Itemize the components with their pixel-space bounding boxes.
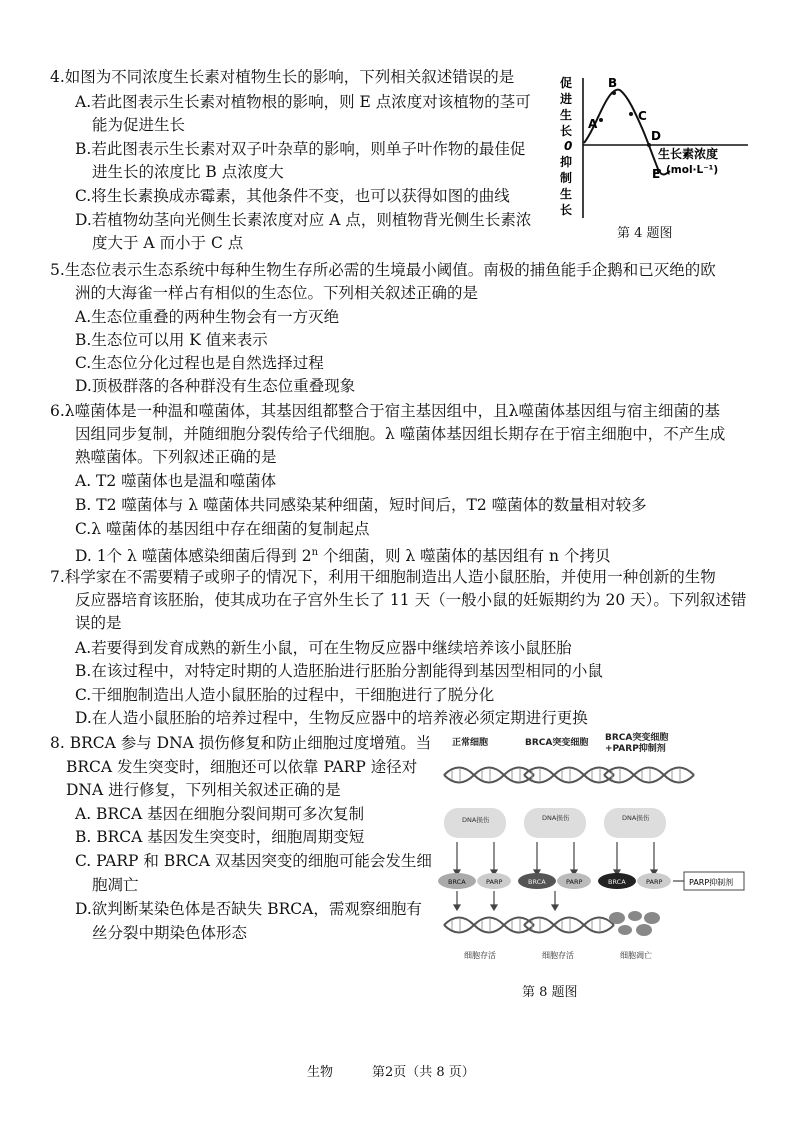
parp-label: PARP — [486, 878, 503, 886]
point-b — [612, 91, 616, 95]
footer-subject: 生物 — [307, 1065, 334, 1080]
q4-option-a-line2: 能为促进生长 — [92, 116, 186, 134]
y-label-char: 促 — [560, 76, 573, 90]
col-header-mutant: BRCA突变细胞 — [525, 738, 589, 748]
label-a: A — [588, 117, 598, 131]
parp-label: PARP — [646, 878, 663, 886]
q5-option-c: C.生态位分化过程也是自然选择过程 — [75, 354, 324, 372]
q5-stem-line2: 洲的大海雀一样占有相似的生态位。下列相关叙述正确的是 — [75, 284, 479, 302]
q7-option-b: B.在该过程中，对特定时期的人造胚胎进行胚胎分割能得到基因型相同的小鼠 — [75, 662, 603, 680]
y-label-char: 长 — [560, 203, 573, 217]
dna-damage-label: DNA损伤 — [542, 814, 570, 822]
col-header-mutant-inhibitor: BRCA突变细胞 — [605, 733, 669, 743]
q6-stem-line1: 6.λ噬菌体是一种温和噬菌体，其基因组都整合于宿主基因组中，且λ噬菌体基因组与宿主细菌的基 — [50, 402, 720, 420]
col-header-mutant-inhibitor-2: +PARP抑制剂 — [605, 744, 666, 754]
q4-option-d-line2: 度大于 A 而小于 C 点 — [92, 234, 244, 252]
q8-stem-line2: BRCA 发生突变时，细胞还可以依靠 PARP 途径对 — [66, 758, 418, 776]
q4-figure-caption: 第 4 题图 — [617, 226, 673, 241]
q8-option-a: A. BRCA 基因在细胞分裂间期可多次复制 — [75, 805, 365, 823]
q8-option-b: B. BRCA 基因发生突变时，细胞周期变短 — [75, 828, 365, 846]
damaged-dna-mutant — [524, 808, 586, 838]
q7-stem-line3: 误的是 — [75, 614, 122, 632]
q7-stem-line2: 反应器培育该胚胎，使其成功在子宫外生长了 11 天（一般小鼠的妊娠期约为 20 天）。下列叙述错 — [75, 591, 747, 609]
q4-figure-growth-curve — [558, 70, 758, 220]
brca-label: BRCA — [608, 878, 626, 886]
y-label-char: 生 — [560, 108, 573, 122]
q5-stem-line1: 5.生态位表示生态系统中每种生物生存所必需的生境最小阈值。南极的捕鱼能手企鹅和已灭绝的欧 — [50, 261, 716, 279]
q8-option-d-line1: D.欲判断某染色体是否缺失 BRCA，需观察细胞有 — [75, 900, 422, 918]
q4-option-d-line1: D.若植物幼茎向光侧生长素浓度对应 A 点，则植物背光侧生长素浓 — [75, 211, 532, 229]
parp-label: PARP — [566, 878, 583, 886]
q4-stem: 4.如图为不同浓度生长素对植物生长的影响，下列相关叙述错误的是 — [50, 68, 515, 86]
q4-option-a-line1: A.若此图表示生长素对植物根的影响，则 E 点浓度对该植物的茎可 — [75, 93, 531, 111]
q5-option-b: B.生态位可以用 K 值来表示 — [75, 331, 268, 349]
footer-page-number: 第2页（共 8 页） — [372, 1065, 475, 1080]
q8-option-c-line2: 胞凋亡 — [92, 876, 139, 894]
col-header-normal: 正常细胞 — [452, 738, 489, 748]
y-label-char: 制 — [560, 171, 573, 185]
q6-stem-line3: 熟噬菌体。下列叙述正确的是 — [75, 448, 277, 466]
x-axis-label: 生长素浓度 — [658, 147, 719, 161]
y-label-char: 生 — [560, 187, 573, 201]
outcome-death: 细胞凋亡 — [620, 951, 652, 960]
point-d — [647, 143, 651, 147]
dna-damage-label: DNA损伤 — [622, 814, 650, 822]
dna-damage-label: DNA损伤 — [462, 816, 490, 824]
q4-option-b-line1: B.若此图表示生长素对双子叶杂草的影响，则单子叶作物的最佳促 — [75, 140, 526, 158]
y-label-char: 进 — [560, 92, 573, 106]
q7-option-a: A.若要得到发育成熟的新生小鼠，可在生物反应器中继续培养该小鼠胚胎 — [75, 639, 572, 657]
label-e: E — [652, 167, 661, 181]
q8-stem-line3: DNA 进行修复，下列相关叙述正确的是 — [66, 781, 341, 799]
parp-inhibitor-label: PARP抑制剂 — [689, 878, 734, 887]
q7-option-d: D.在人造小鼠胚胎的培养过程中，生物反应器中的培养液必须定期进行更换 — [75, 709, 588, 727]
origin-zero: 0 — [564, 139, 573, 153]
q6-option-d: D. 1个 λ 噬菌体感染细菌后得到 2$^n$ 个细菌，则 λ 噬菌体的基因组有 n 个拷贝 — [75, 547, 611, 566]
q5-option-d: D.顶极群落的各种群没有生态位重叠现象 — [75, 377, 356, 395]
q4-option-c: C.将生长素换成赤霉素，其他条件不变，也可以获得如图的曲线 — [75, 187, 510, 205]
q5-option-a: A.生态位重叠的两种生物会有一方灭绝 — [75, 308, 340, 326]
q4-option-b-line2: 进生长的浓度比 B 点浓度大 — [92, 163, 284, 181]
q8-figure-brca-parp — [432, 730, 767, 970]
label-d: D — [651, 129, 661, 143]
q6-option-a: A. T2 噬菌体也是温和噬菌体 — [75, 472, 277, 490]
q8-stem-line1: 8. BRCA 参与 DNA 损伤修复和防止细胞过度增殖。当 — [50, 734, 432, 752]
q6-stem-line2: 因组同步复制，并随细胞分裂传给子代细胞。λ 噬菌体基因组长期存在于宿主细胞中，不产生成 — [75, 425, 726, 443]
q8-figure-caption: 第 8 题图 — [522, 985, 578, 1000]
damaged-dna-mutant-inhibitor — [604, 808, 666, 838]
q8-option-d-line2: 丝分裂中期染色体形态 — [92, 924, 248, 942]
point-a — [599, 118, 603, 122]
q6-option-b: B. T2 噬菌体与 λ 噬菌体共同感染某种细菌，短时间后，T2 噬菌体的数量相对较多 — [75, 496, 647, 514]
point-c — [629, 112, 633, 116]
brca-label: BRCA — [448, 878, 466, 886]
label-b: B — [608, 76, 618, 90]
q6-option-c: C.λ 噬菌体的基因组中存在细菌的复制起点 — [75, 520, 370, 538]
q7-stem-line1: 7.科学家在不需要精子或卵子的情况下，利用干细胞制造出人造小鼠胚胎，并使用一种创新的生物 — [50, 568, 716, 586]
q7-option-c: C.干细胞制造出人造小鼠胚胎的过程中，干细胞进行了脱分化 — [75, 686, 495, 704]
brca-label: BRCA — [528, 878, 546, 886]
outcome-survive: 细胞存活 — [542, 951, 574, 960]
outcome-survive: 细胞存活 — [464, 951, 496, 960]
y-label-char: 抑 — [560, 155, 573, 169]
q8-option-c-line1: C. PARP 和 BRCA 双基因突变的细胞可能会发生细 — [75, 852, 432, 870]
label-c: C — [638, 109, 647, 123]
x-axis-unit: (mol·L⁻¹) — [666, 164, 719, 176]
y-label-char: 长 — [560, 124, 573, 138]
